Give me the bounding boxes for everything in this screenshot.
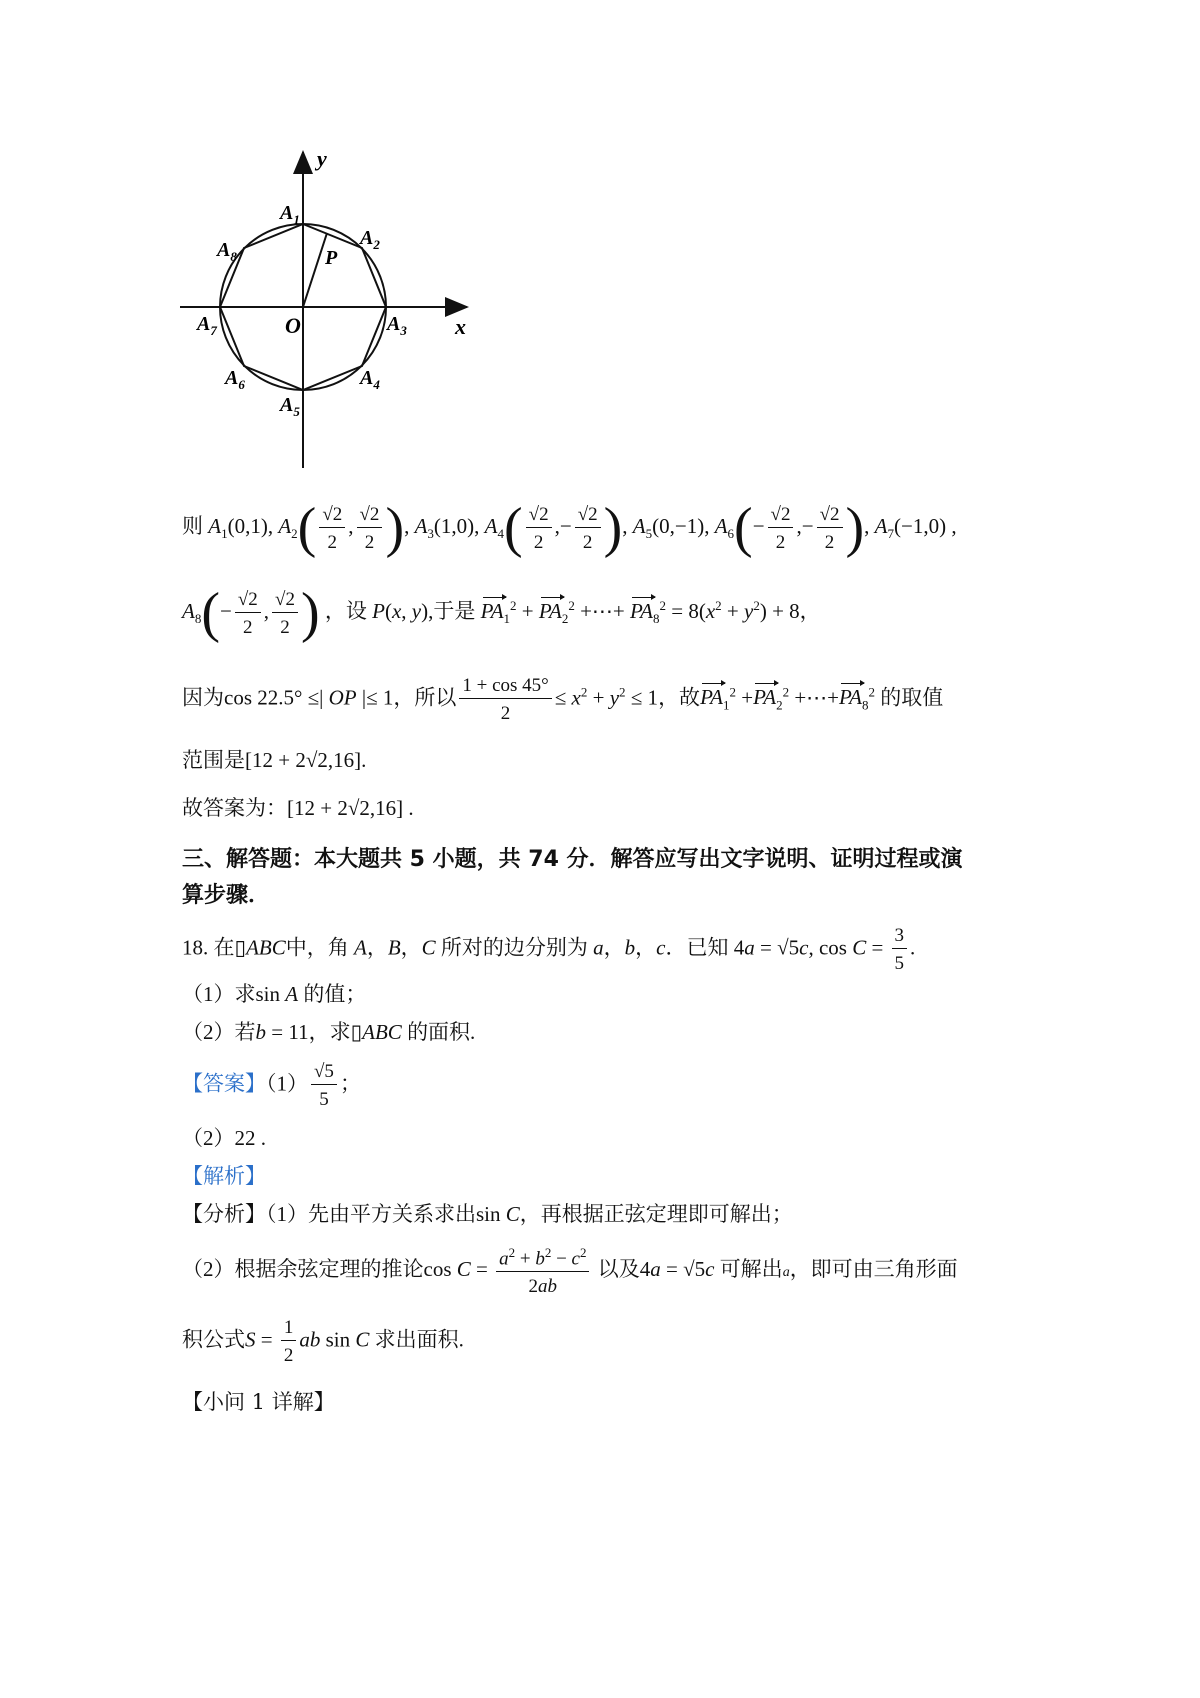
fenxi-2-yiji: 以及 (597, 1256, 640, 1281)
answer-2-label: （2） (182, 1126, 235, 1150)
q18-text: 中，角 (285, 935, 349, 960)
range-line: 因为cos 22.5° ≤| OP |≤ 1，所以 $\frac{1 + \cos 45^\circ}{2}$ ≤ $x^2 + y^2 \le 1$，故$PA_1^2 +PA_2^2$ $+\cdots+PA_8^2$ 的取值 (182, 675, 944, 724)
q18-2-label: （2）若 (182, 1020, 256, 1044)
answer-line: 故答案为：[12 + 2√2,16] . (182, 796, 414, 820)
detail-heading: 【小问 1 详解】 (182, 1390, 335, 1414)
fenxi-1: 【分析】（1）先由平方关系求出sin C，再根据正弦定理即可解出； (182, 1202, 793, 1226)
fenxi-3: 积公式S = $\frac{1}{2}$ ab sin C 求出面积. (182, 1317, 464, 1366)
section-heading-line1: 三、解答题：本大题共 5 小题，共 74 分．解答应写出文字说明、证明过程或演 (182, 847, 963, 872)
q18-1-label: （1）求 (182, 982, 256, 1006)
text-she: ，设 (324, 598, 367, 623)
octagon-figure (170, 150, 510, 480)
analysis-tag (182, 1166, 266, 1187)
range-result-line: 范围是[12 + 2√2,16]. (182, 748, 367, 772)
text-ze: 则 (182, 513, 203, 538)
q18-2-tail: 的面积. (407, 1020, 476, 1044)
answer-tag: 【答案】 (182, 1071, 266, 1096)
fenxi-2: （2）根据余弦定理的推论cos C = $\frac{a^2 + b^2 - c^2}{2ab}$ 以及4a = √5c 可解出a，即可由三角形面 (182, 1245, 958, 1298)
q18-1-tail: 的值； (303, 982, 367, 1006)
label-o: O (285, 313, 301, 338)
label-a8: $A_8$ (217, 239, 237, 264)
fenxi-2-text: （2）根据余弦定理的推论 (182, 1256, 424, 1281)
q18-part2: （2）若b = 11，求▯ABC 的面积. (182, 1020, 476, 1044)
fenxi-2-kejie: 可解出 (719, 1256, 783, 1281)
answer-1-label: （1） (266, 1071, 308, 1096)
text-suoyi: ，所以 (393, 685, 457, 710)
label-a6: $A_6$ (225, 367, 245, 392)
question-18: 18. 在▯ABC中，角 A，B，C 所对的边分别为 a，b，c．已知 4a = √5c, cos C = $\frac{3}{5}$ . (182, 925, 916, 974)
q18-sides: 所对的边分别为 (440, 935, 588, 960)
answer-block: 【答案】（1） $\frac{√5}{5}$ ； (182, 1061, 361, 1110)
label-a7: $A_7$ (197, 313, 217, 338)
label-a1: $A_1$ (280, 202, 300, 227)
text-quzhi: 的取值 (880, 685, 944, 710)
text-yushi: ,于是 (428, 598, 476, 623)
fenxi-label: 【分析】 (182, 1202, 266, 1226)
text-yinwei: 因为 (182, 685, 224, 710)
label-a4: $A_4$ (360, 367, 380, 392)
q18-2-mid: ，求 (308, 1020, 351, 1044)
fenxi-3-tail: 求出面积. (374, 1327, 464, 1352)
answer-2: （2）22 . (182, 1126, 266, 1150)
text-fanwei: 范围是 (182, 748, 245, 772)
q18-known: ．已知 (665, 935, 729, 960)
label-a3: $A_3$ (387, 313, 407, 338)
fenxi-1-tail: ，再根据正弦定理即可解出； (519, 1202, 793, 1226)
label-p: P (325, 247, 338, 269)
q18-prefix: 18. 在 (182, 935, 235, 960)
text-gu: ，故 (658, 685, 701, 710)
coords-line-2: $A_8(-$ $\frac{√2}{2}$ , $\frac{√2}{2}$ ) ，设 P(x, y),于是 $PA_1^2 + PA_2^2$ +⋯+ $PA_8^2 = 8(x^2 + y^2) + 8$， (182, 582, 821, 644)
fenxi-3-text: 积公式 (182, 1327, 245, 1352)
fenxi-1-text: （1）先由平方关系求出 (266, 1202, 476, 1226)
label-x: x (455, 314, 466, 339)
label-a5: $A_5$ (280, 394, 300, 419)
section-heading-line2: 算步骤． (182, 883, 271, 908)
coords-line-1: 则 $A_1(0,1)$, $A_2$( $\frac{√2}{2}$ , $\frac{√2}{2}$ ), $A_3(1,0)$, $A_4$( $\frac{√2}{2}$ ,− $\frac{√2}{2}$ ), $A_5(0,-1)$, $A_6(-$ $\frac{√2}{2}$ ,− $\frac{√2}{2}$ ), $A_7(-1,0)$ , (182, 497, 957, 559)
q18-part1: （1）求sin A 的值； (182, 982, 367, 1006)
fenxi-2-tail: ，即可由三角形面 (789, 1256, 958, 1281)
segment-op (303, 233, 327, 307)
text-daan: 故答案为： (182, 796, 287, 820)
analysis-label: 【解析】 (182, 1164, 266, 1188)
label-a2: $A_2$ (360, 227, 380, 252)
label-y: y (317, 150, 327, 171)
